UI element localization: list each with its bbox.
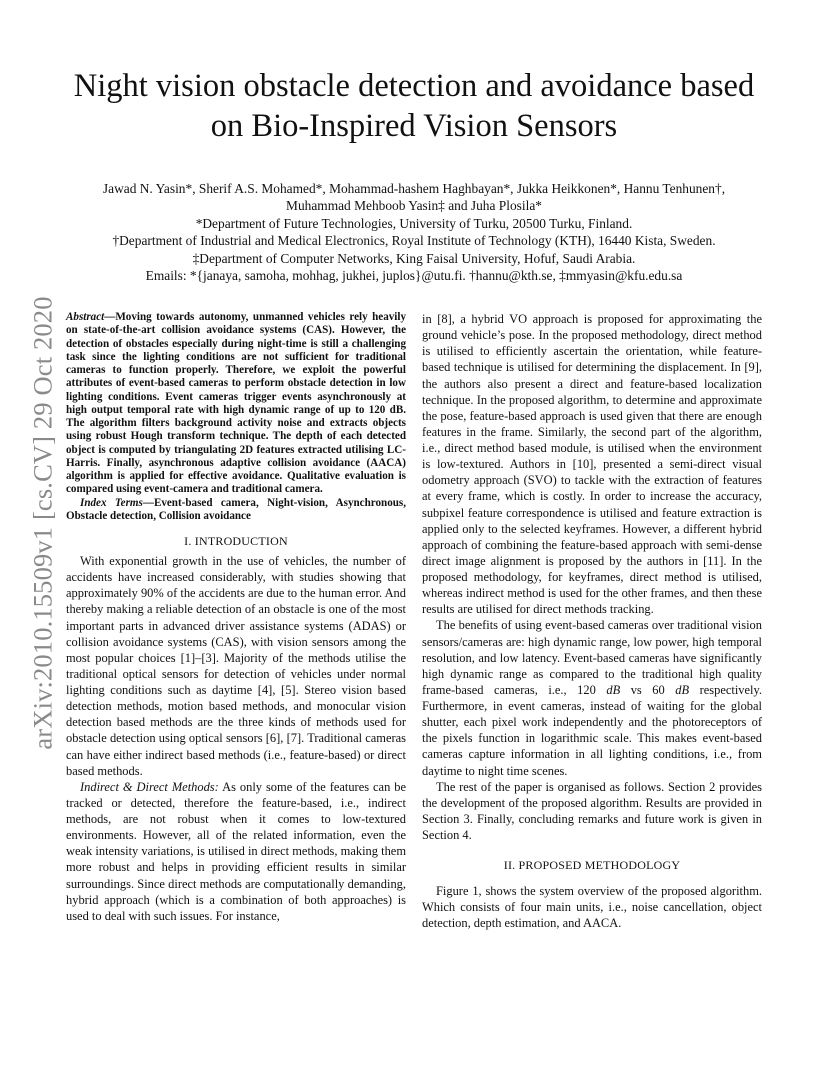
section-heading-introduction: I. INTRODUCTION [184,534,288,548]
abstract-text: —Moving towards autonomy, unmanned vehicles rely heavily on state-of-the-art collision avoidance systems (CAS). However, the detection of obstacles especially during night-time is still a challenging task since the lighting conditions are not sufficient for traditional cameras to function properly. Therefore, we exploit the powerful attributes of event-based cameras to perform obstacle detection in low lighting conditions. Event cameras trigger events asynchronously at high output temporal rate with high dynamic range of up to 120 dB. The algorithm filters background activity noise and extracts objects using robust Hough transform technique. The depth of each detected object is computed by triangulating 2D features extracted utilising LC-Harris. Finally, asynchronous adaptive collision avoidance (AACA) algorithm is applied for effective avoidance. Qualitative evaluation is compared using event-camera and traditional camera. [66,311,406,496]
arxiv-id: arXiv:2010.15509v1 [cs.CV] 29 Oct 2020 [27,296,58,750]
right-paragraph-4: Figure 1, shows the system overview of the proposed algorithm. Which consists of four main units, i.e., noise cancellation, object detection, depth estimation, and AACA. [422,884,762,931]
authors-line-1: Jawad N. Yasin*, Sherif A.S. Mohamed*, Mohammad-hashem Haghbayan*, Jukka Heikkonen*, Hannu Tenhunen†, [102,181,726,196]
index-terms-label: Index Terms [80,496,143,509]
right-paragraph-3: The rest of the paper is organised as follows. Section 2 provides the development of the proposed algorithm. Results are provided in Section 3. Finally, concluding remarks and future work is given in Section 4. [422,779,762,842]
affiliation-2: †Department of Industrial and Medical Electronics, Royal Institute of Technology (KTH), 16440 Kista, Sweden. [112,233,716,249]
affiliation-1: *Department of Future Technologies, University of Turku, 20500 Turku, Finland. [195,215,633,231]
title-line-1: Night vision obstacle detection and avoidance based [73,68,755,104]
right-column [422,311,762,932]
citation-link[interactable]: [5] [281,683,296,697]
author-block [40,180,788,284]
intro-paragraph-2: Indirect & Direct Methods: As only some of the features can be tracked or detected, therefore the feature-based, i.e., indirect methods, are not robust when it comes to low-textured environments. However, all of the related information, even the weak intensity variations, is utilised in direct methods, making them more robust and helps in providing efficient results in similar surroundings. Since direct methods are computationally demanding, hybrid approach (which is a combination of both approaches) is used to deal with such issues. For instance, [66,779,406,923]
paragraph-label: Indirect & Direct Methods: [80,779,219,794]
abstract [66,311,406,523]
figure-link[interactable]: 1 [472,884,479,899]
citation-link[interactable]: [1] [180,650,196,665]
right-paragraph-2: The benefits of using event-based cameras over traditional vision sensors/cameras are: high dynamic range, low power, high temporal resolution, and low latency. Event-based cameras have significantly high dynamic range as compared to the traditional high quality frame-based cameras, i.e., 120 dB vs 60 dB respectively. Furthermore, in event cameras, instead of waiting for the global shutter, each pixel work independently and the photoreceptors of the pixels function in logarithmic scale. This makes event-based cameras capture information in all lighting conditions, i.e., from daytime to night time scenes. [422,618,762,778]
citation-link[interactable]: [3] [201,650,216,665]
emails: Emails: *{janaya, samoha, mohhag, jukhei, juplos}@utu.fi. †hannu@kth.se, ‡mmyasin@kfu.edu.sa [145,268,683,284]
abstract-label: Abstract [66,311,105,323]
citation-link[interactable]: [8] [437,312,452,326]
citation-link[interactable]: [9] [744,360,759,375]
arxiv-stamp [21,288,65,758]
citation-link[interactable]: [6] [265,731,281,746]
section-heading-methodology: II. PROPOSED METHODOLOGY [503,858,681,873]
title-line-2: on Bio-Inspired Vision Sensors [210,108,618,144]
left-column [66,311,406,924]
authors-line-2: Muhammad Mehboob Yasin‡ and Juha Plosila* [286,198,542,214]
citation-link[interactable]: [4] [257,683,273,697]
paper-title [40,66,788,146]
index-terms-text: —Event-based camera, Night-vision, Asynchronous, Obstacle detection, Collision avoidance [66,496,407,522]
citation-link[interactable]: [10] [572,457,594,472]
citation-link[interactable]: [7] [286,731,302,746]
right-paragraph-1: in [8], a hybrid VO approach is proposed for approximating the ground vehicle’s pose. In the proposed methodology, direct method is utilised to efficiently ascertain the orientation, while feature-based technique is utilised for determining the displacement. In [9], the authors also present a direct and feature-based localization technique. In the proposed algorithm, to determine and approximate the pose, feature-based approach is used given that there are enough features in the frame. Similarly, the second part of the algorithm, i.e., direct method based module, is utilised when the environment is low-textured. Authors in [10], presented a semi-direct visual odometry approach (SVO) to tackle with the extraction of features at every frame, which is costly. In order to increase the accuracy, subpixel feature correspondence is utilised and feature extraction is applied only to the selected keyframes. However, a different hybrid approach of combining the feature-based approach with semi-dense direct image alignment is proposed by the authors in [11]. In the proposed methodology, for keyframes, direct method is utilised, whereas indirect method is used for the other frames, and then these results are utilised for direct methods tracking. [422,312,762,617]
citation-link[interactable]: [11] [703,553,724,568]
intro-paragraph-1: With exponential growth in the use of vehicles, the number of accidents have increased considerably, with studies showing that approximately 90% of the accidents are due to the human error. And thereby making a reliable detection of an obstacle is one of the most important parts in advanced driver assistance systems (ADAS) or collision avoidance systems (CAS), with vision sensors among the most popular choices [1]–[3]. Majority of the methods utilise the traditional optical sensors for detection of vehicles under normal lighting conditions such as daytime [4], [5]. Stereo vision based detection methods, motion based methods, and monocular vision detection based methods are the three kinds of methods used for obstacle detection using optical sensors [6], [7]. Traditional cameras can have either indirect based methods (i.e., feature-based) or direct based methods. [66,554,407,778]
affiliation-3: ‡Department of Computer Networks, King Faisal University, Hofuf, Saudi Arabia. [192,250,636,266]
